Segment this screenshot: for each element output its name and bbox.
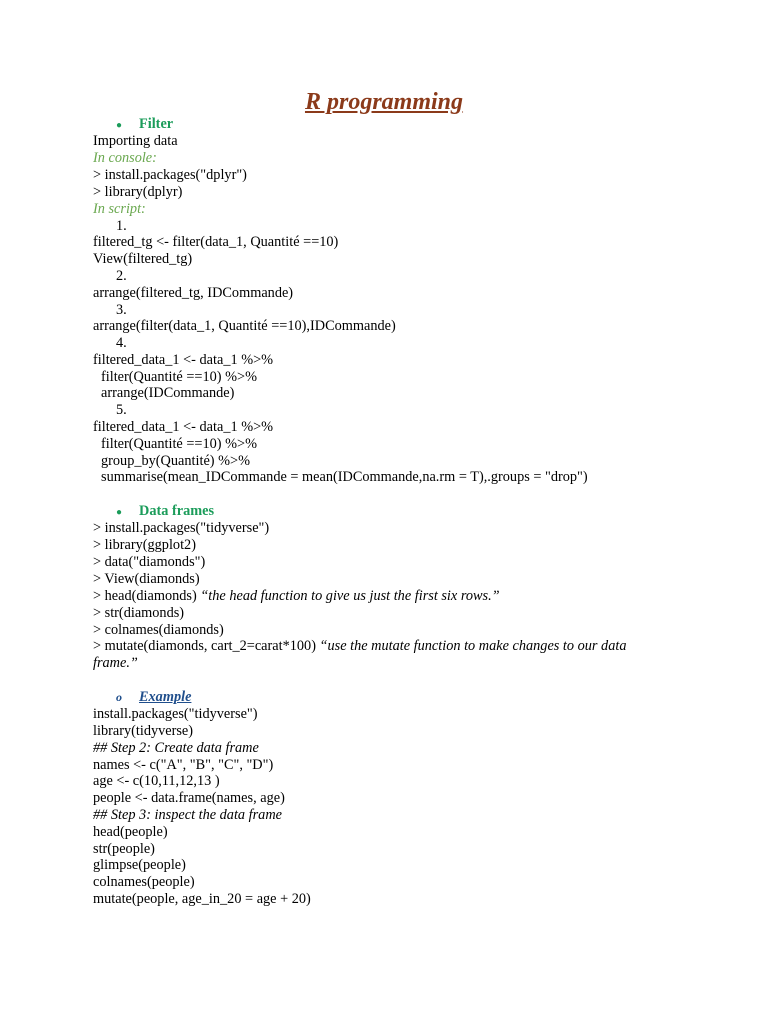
section-heading-example: Example	[139, 689, 192, 705]
code-text: > mutate(diamonds, cart_2=carat*100)	[93, 638, 320, 654]
page-title: R programming	[304, 89, 464, 115]
list-number: 2.	[116, 268, 127, 284]
code-line: > install.packages("tidyverse")	[93, 520, 270, 536]
list-number: 4.	[116, 335, 127, 351]
code-line: people <- data.frame(names, age)	[93, 790, 285, 806]
code-line: > colnames(diamonds)	[93, 622, 224, 638]
code-text: > head(diamonds)	[93, 588, 201, 604]
comment-text: frame.”	[93, 655, 138, 671]
code-line: filter(Quantité ==10) %>%	[101, 369, 257, 385]
section-heading-filter: Filter	[139, 116, 174, 132]
comment-line: ## Step 3: inspect the data frame	[93, 807, 283, 823]
text-line: In script:	[93, 201, 146, 217]
code-line: mutate(people, age_in_20 = age + 20)	[93, 891, 311, 907]
code-line: > install.packages("dplyr")	[93, 167, 247, 183]
comment-line: ## Step 2: Create data frame	[93, 740, 259, 756]
code-line: > library(dplyr)	[93, 184, 183, 200]
code-line: > str(diamonds)	[93, 605, 185, 621]
code-line: filtered_tg <- filter(data_1, Quantité ==10)	[93, 234, 339, 250]
comment-text: “the head function to give us just the first six rows.”	[200, 588, 500, 604]
code-line: > library(ggplot2)	[93, 537, 196, 553]
list-number: 1.	[116, 218, 127, 234]
code-line: arrange(IDCommande)	[101, 385, 235, 401]
code-line	[93, 588, 500, 605]
list-number: 5.	[116, 402, 127, 418]
code-line: > data("diamonds")	[93, 554, 206, 570]
code-line: age <- c(10,11,12,13 )	[93, 773, 220, 789]
text-line: Importing data	[93, 133, 178, 149]
circle-bullet-icon: o	[116, 690, 122, 704]
code-line: glimpse(people)	[93, 857, 186, 873]
code-line: group_by(Quantité) %>%	[101, 453, 251, 469]
code-line: arrange(filtered_tg, IDCommande)	[93, 285, 294, 301]
code-line: filter(Quantité ==10) %>%	[101, 436, 257, 452]
code-line: install.packages("tidyverse")	[93, 706, 258, 722]
text-line: In console:	[93, 150, 157, 166]
code-line: View(filtered_tg)	[93, 251, 193, 267]
code-line	[93, 638, 626, 655]
section-heading-data-frames: Data frames	[139, 503, 215, 519]
code-line: > View(diamonds)	[93, 571, 200, 587]
code-line: head(people)	[93, 824, 168, 840]
code-line: str(people)	[93, 841, 155, 857]
code-line: arrange(filter(data_1, Quantité ==10),IDCommande)	[93, 318, 396, 334]
code-line: colnames(people)	[93, 874, 195, 890]
list-number: 3.	[116, 302, 127, 318]
code-line: summarise(mean_IDCommande = mean(IDCommande,na.rm = T),.groups = "drop")	[101, 469, 588, 485]
code-line: library(tidyverse)	[93, 723, 194, 739]
code-line: names <- c("A", "B", "C", "D")	[93, 757, 274, 773]
comment-text: “use the mutate function to make changes to our data	[319, 638, 627, 654]
bullet-icon: ●	[116, 507, 123, 518]
bullet-icon: ●	[116, 120, 123, 131]
code-line: filtered_data_1 <- data_1 %>%	[93, 352, 274, 368]
code-line: filtered_data_1 <- data_1 %>%	[93, 419, 274, 435]
